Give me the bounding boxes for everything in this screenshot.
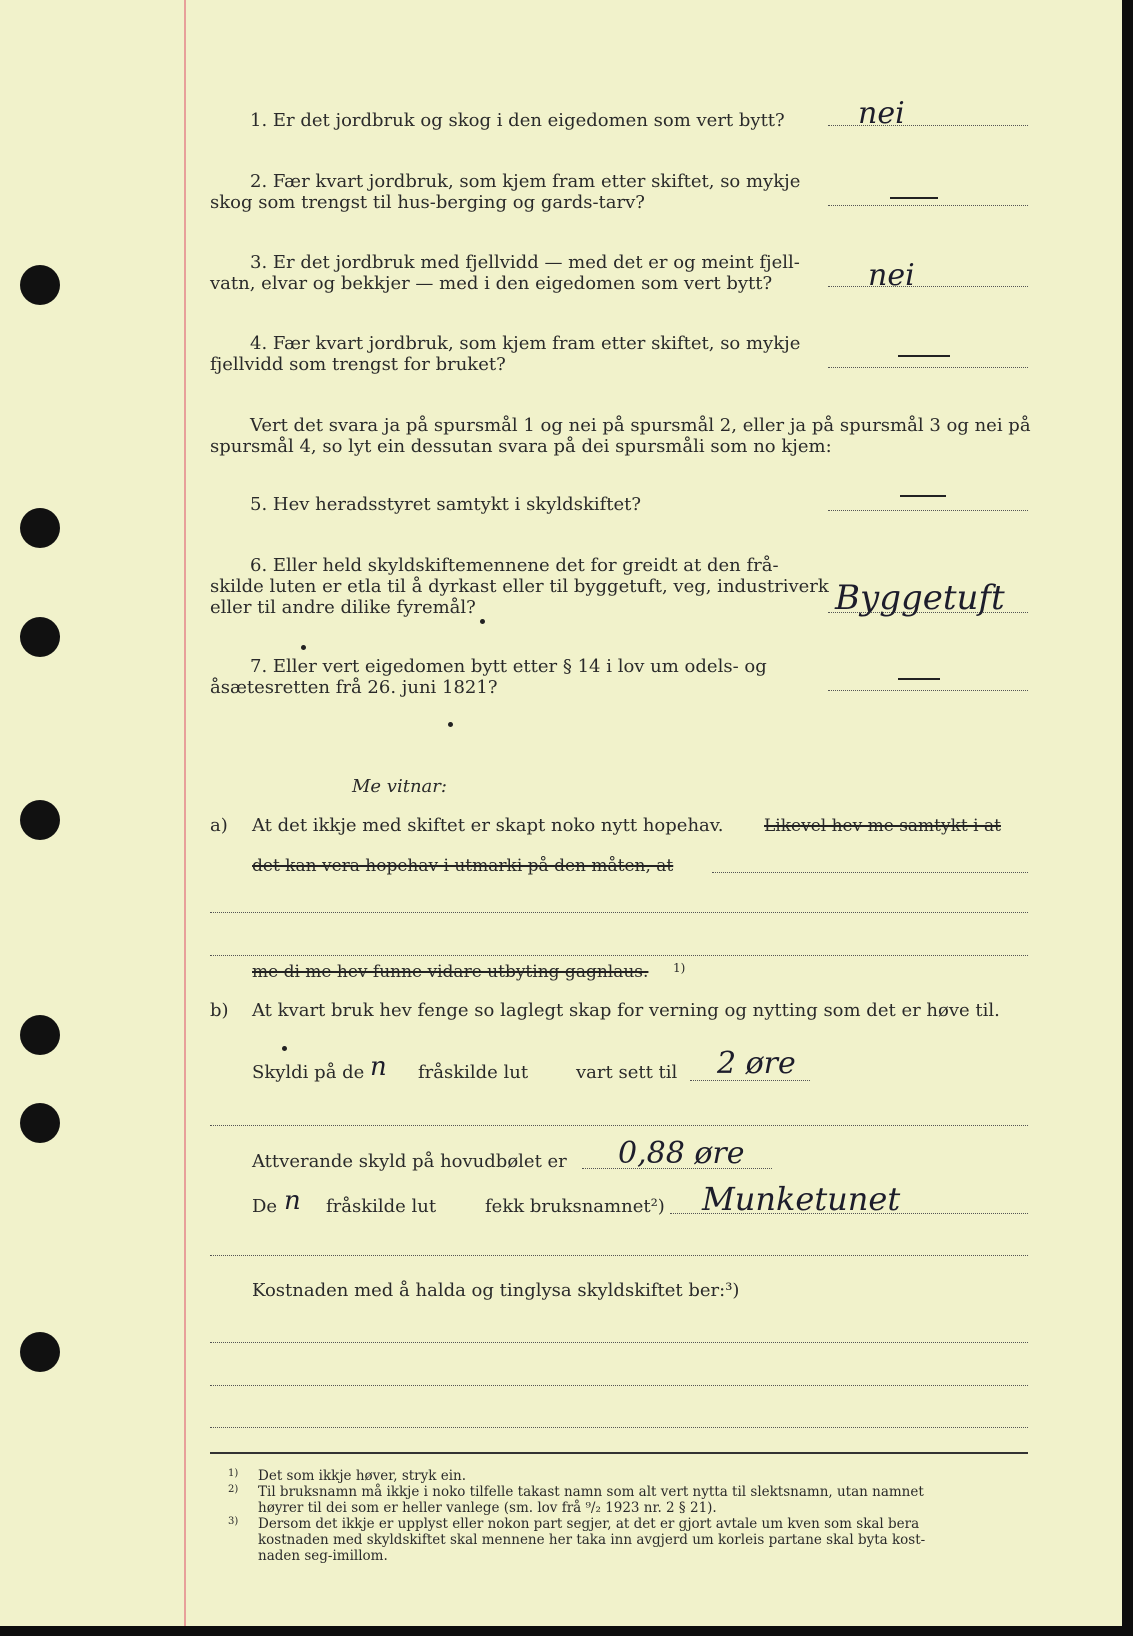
skyld-text-b: fråskilde lut bbox=[418, 1062, 529, 1083]
answer-4-dash bbox=[898, 355, 950, 357]
answer-line-2 bbox=[828, 205, 1028, 206]
remaining-value: 0,88 øre bbox=[618, 1136, 745, 1171]
answer-line-5 bbox=[828, 510, 1028, 511]
ink-spot bbox=[282, 1046, 287, 1051]
fill-line bbox=[210, 912, 1028, 913]
answer-1-handwritten: nei bbox=[858, 96, 905, 131]
footnote-rule bbox=[210, 1452, 1028, 1454]
fill-line bbox=[210, 1385, 1028, 1386]
punch-hole bbox=[20, 508, 60, 548]
ink-spot bbox=[301, 645, 306, 650]
answer-7-dash bbox=[898, 678, 940, 680]
punch-hole bbox=[20, 265, 60, 305]
witness-a-label: a) bbox=[210, 815, 228, 836]
witness-b-label: b) bbox=[210, 1000, 229, 1021]
witness-a-text: At det ikkje med skiftet er skapt noko nytt hopehav. bbox=[252, 815, 724, 836]
answer-line-3 bbox=[828, 286, 1028, 287]
question-6-line3: eller til andre dilike fyremål? bbox=[210, 597, 476, 618]
witness-a-struck-1: Likevel hev me samtykt i at bbox=[764, 816, 1001, 836]
question-2-line1: 2. Fær kvart jordbruk, som kjem fram etter skiftet, so mykje bbox=[250, 171, 801, 192]
witness-a-footnote-ref: 1) bbox=[673, 961, 686, 975]
fill-line bbox=[210, 955, 1028, 956]
instruction-line1: Vert det svara ja på spursmål 1 og nei på spursmål 2, eller ja på spursmål 3 og nei på bbox=[250, 415, 1031, 436]
punch-hole bbox=[20, 1332, 60, 1372]
footnote-1-number: 1) bbox=[228, 1468, 239, 1479]
margin-line bbox=[184, 0, 186, 1626]
bruksnamn-text-c: fekk bruksnamnet²) bbox=[485, 1196, 665, 1217]
question-6-line2: skilde luten er etla til å dyrkast eller til byggetuft, veg, industriverk bbox=[210, 576, 829, 597]
answer-3-handwritten: nei bbox=[868, 258, 915, 293]
footnote-2-line2: høyrer til dei som er heller vanlege (sm. lov frå ⁹/₂ 1923 nr. 2 § 21). bbox=[258, 1500, 717, 1516]
answer-5-dash bbox=[900, 495, 946, 497]
witness-a-struck-2: det kan vera hopehav i utmarki på den måten, at bbox=[252, 856, 674, 876]
ink-spot bbox=[448, 722, 453, 727]
bruksnamn-text-a: De bbox=[252, 1196, 278, 1217]
footnote-2-number: 2) bbox=[228, 1484, 239, 1495]
question-4-line1: 4. Fær kvart jordbruk, som kjem fram etter skiftet, so mykje bbox=[250, 333, 801, 354]
punch-hole bbox=[20, 1103, 60, 1143]
instruction-line2: spursmål 4, so lyt ein dessutan svara på dei spursmåli som no kjem: bbox=[210, 436, 832, 457]
bruksnamn-value: Munketunet bbox=[702, 1180, 901, 1218]
footnote-1: Det som ikkje høver, stryk ein. bbox=[258, 1468, 467, 1484]
punch-hole bbox=[20, 1015, 60, 1055]
witness-heading: Me vitnar: bbox=[352, 776, 447, 797]
answer-line-7 bbox=[828, 690, 1028, 691]
punch-hole bbox=[20, 617, 60, 657]
footnote-2-line1: Til bruksnamn må ikkje i noko tilfelle takast namn som alt vert nytta til slektsnamn, utan namnet bbox=[258, 1484, 924, 1500]
question-2-line2: skog som trengst til hus-berging og gards-tarv? bbox=[210, 192, 645, 213]
punch-hole bbox=[20, 800, 60, 840]
skyld-text-c: vart sett til bbox=[576, 1062, 678, 1083]
skyld-text-a: Skyldi på de bbox=[252, 1062, 365, 1083]
footnote-3-number: 3) bbox=[228, 1516, 239, 1527]
witness-b-text: At kvart bruk hev fenge so laglegt skap for verning og nytting som det er høve til. bbox=[252, 1000, 1000, 1021]
fill-line bbox=[210, 1255, 1028, 1256]
question-5: 5. Hev heradsstyret samtykt i skyldskiftet? bbox=[250, 494, 642, 515]
fill-line bbox=[210, 1342, 1028, 1343]
remaining-text: Attverande skyld på hovudbølet er bbox=[252, 1151, 567, 1172]
footnote-3-line1: Dersom det ikkje er upplyst eller nokon part segjer, at det er gjort avtale um kven som skal bera bbox=[258, 1516, 920, 1532]
skyld-hand-n: n bbox=[370, 1052, 387, 1082]
bruksnamn-hand-n: n bbox=[284, 1186, 301, 1216]
question-6-line1: 6. Eller held skyldskiftemennene det for greidt at den frå- bbox=[250, 555, 779, 576]
fill-line bbox=[210, 1427, 1028, 1428]
question-1: 1. Er det jordbruk og skog i den eigedomen som vert bytt? bbox=[250, 110, 785, 131]
bruksnamn-text-b: fråskilde lut bbox=[326, 1196, 437, 1217]
cost-text: Kostnaden med å halda og tinglysa skyldskiftet ber:³) bbox=[252, 1280, 740, 1301]
question-7-line1: 7. Eller vert eigedomen bytt etter § 14 i lov um odels- og bbox=[250, 656, 767, 677]
witness-a-struck-3: me di me hev funne vidare utbyting gagnlaus. bbox=[252, 962, 649, 982]
fill-line bbox=[712, 872, 1028, 873]
fill-line bbox=[210, 1125, 1028, 1126]
answer-line-4 bbox=[828, 367, 1028, 368]
skyld-value: 2 øre bbox=[717, 1046, 796, 1081]
answer-6-handwritten: Byggetuft bbox=[835, 578, 1005, 618]
footnote-3-line3: naden seg-imillom. bbox=[258, 1548, 388, 1564]
question-3-line1: 3. Er det jordbruk med fjellvidd — med det er og meint fjell- bbox=[250, 252, 800, 273]
question-3-line2: vatn, elvar og bekkjer — med i den eigedomen som vert bytt? bbox=[210, 273, 773, 294]
question-4-line2: fjellvidd som trengst for bruket? bbox=[210, 354, 506, 375]
question-7-line2: åsætesretten frå 26. juni 1821? bbox=[210, 677, 498, 698]
footnote-3-line2: kostnaden med skyldskiftet skal mennene her taka inn avgjerd um korleis partane skal byta kost- bbox=[258, 1532, 926, 1548]
answer-2-dash bbox=[890, 197, 938, 199]
ink-spot bbox=[480, 619, 485, 624]
